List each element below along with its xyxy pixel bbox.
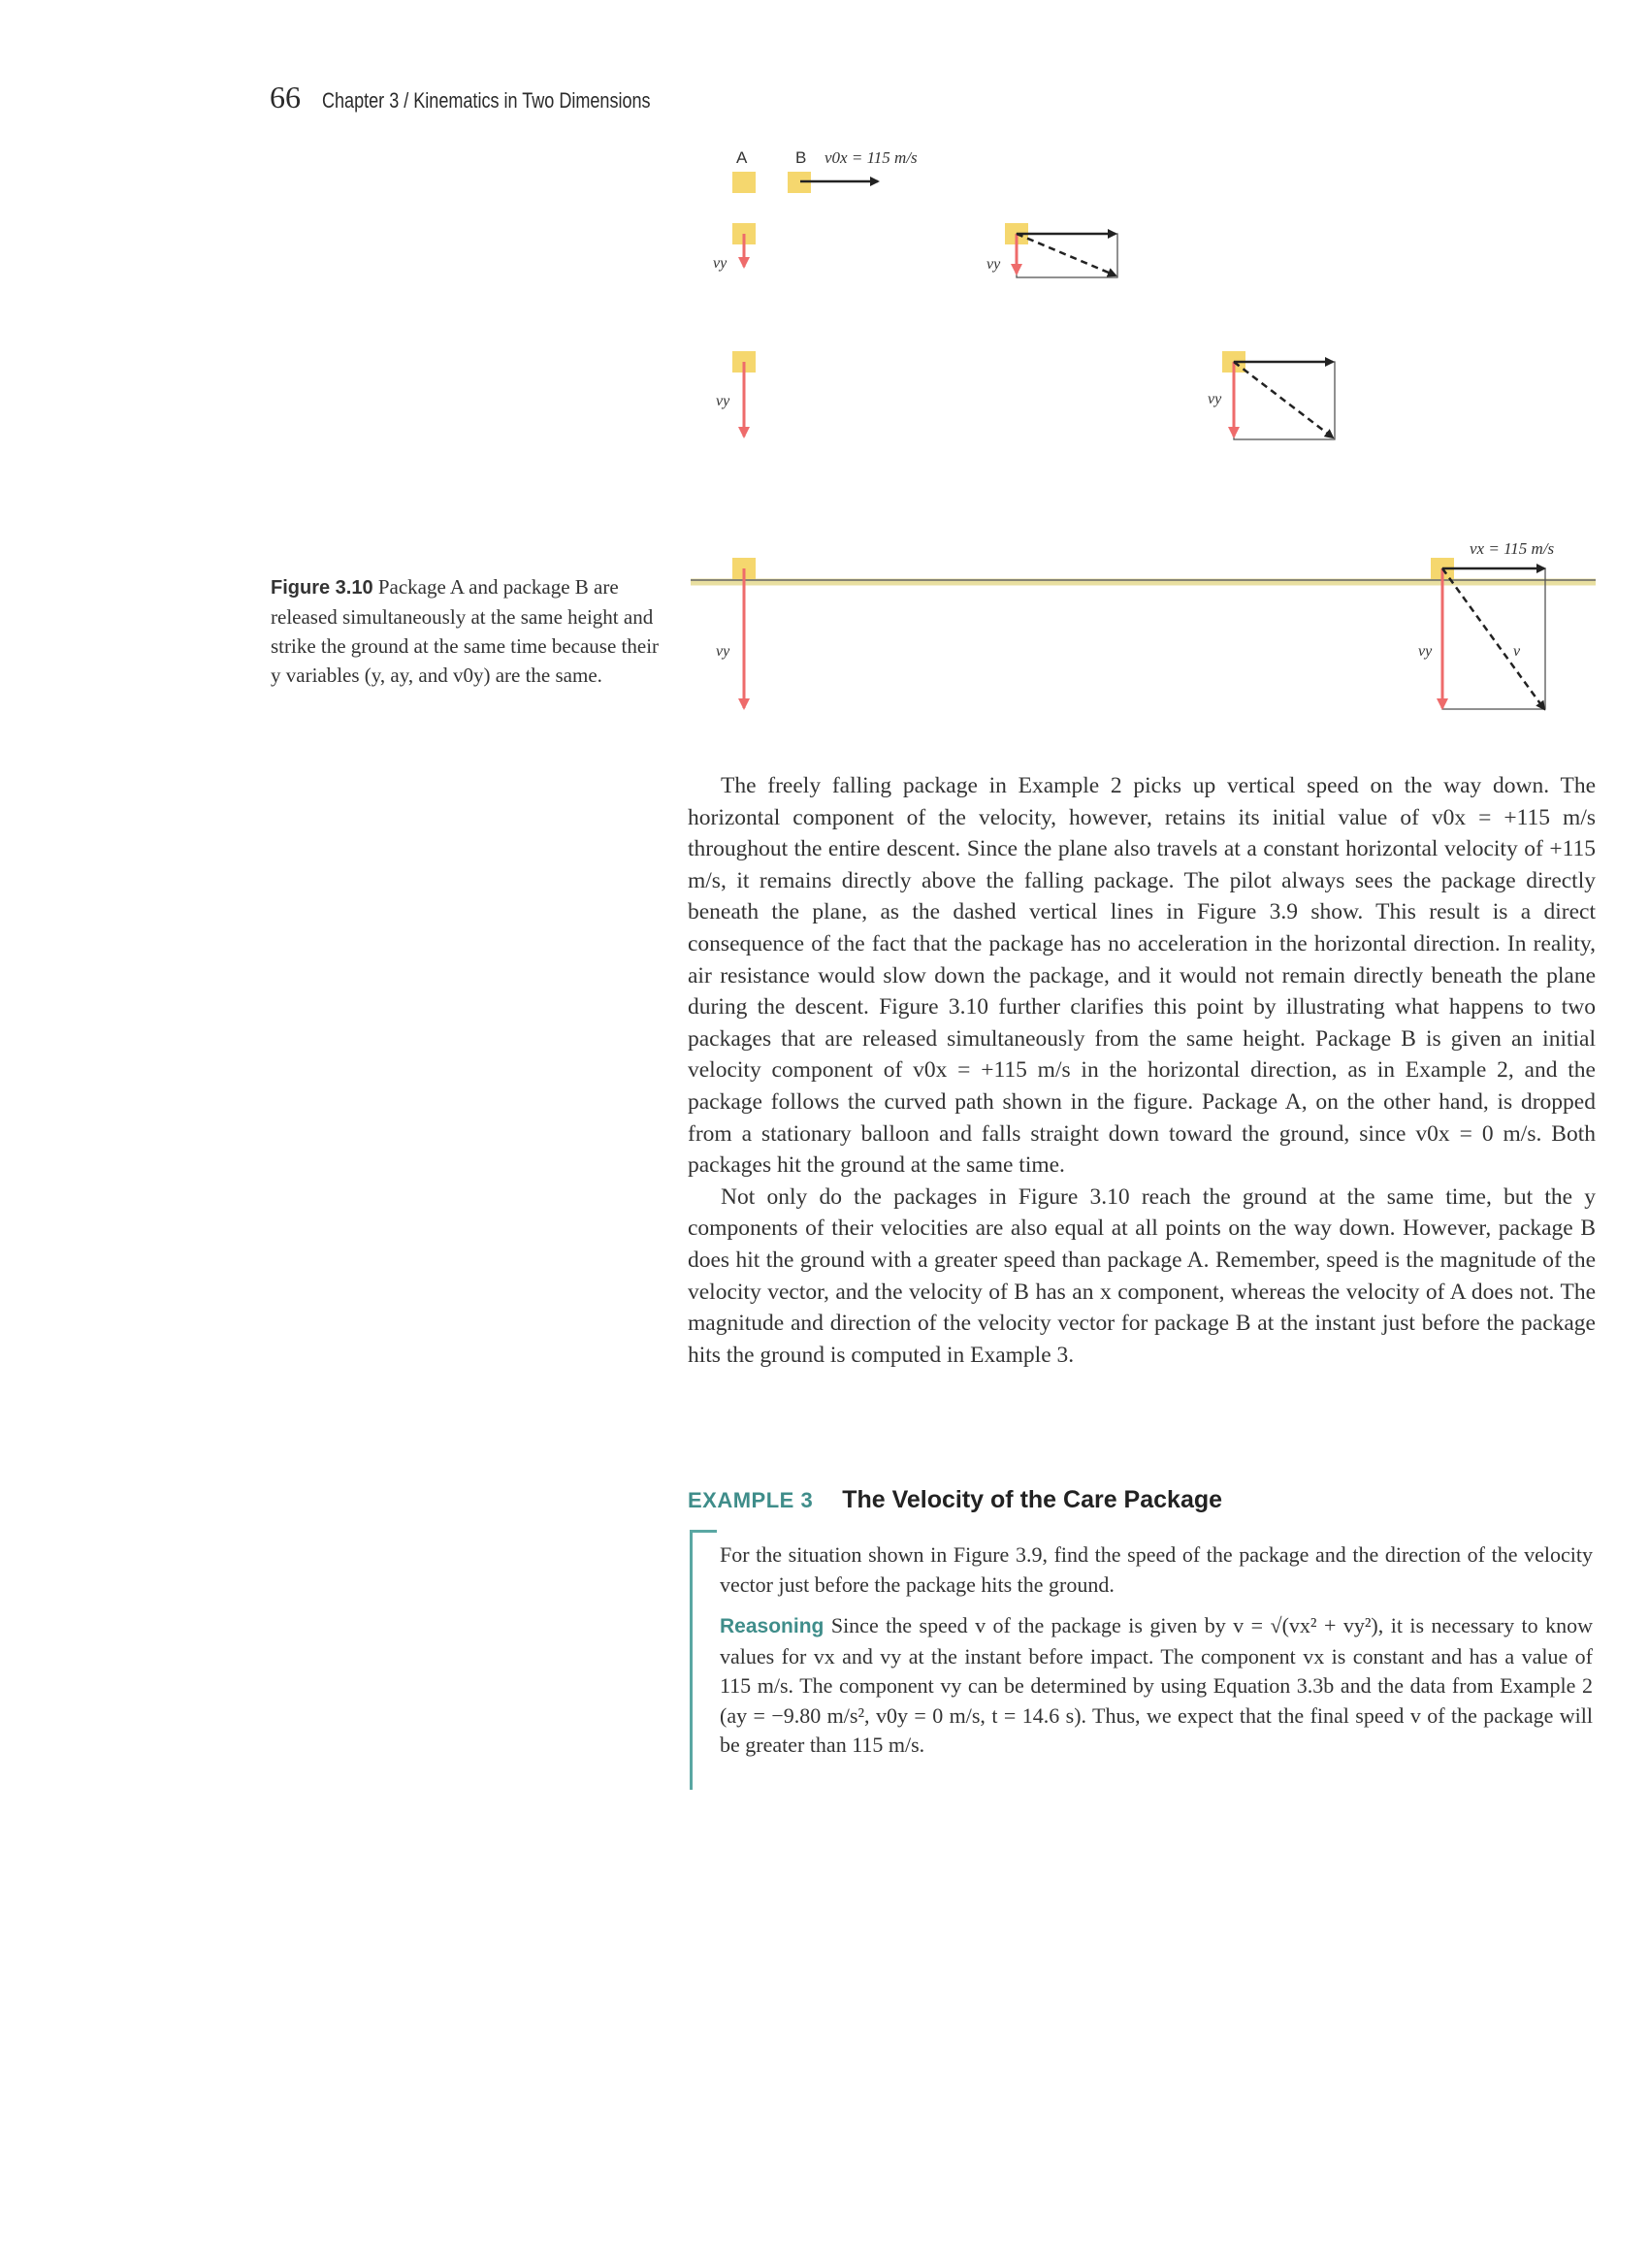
example-heading	[688, 1486, 1222, 1514]
example-reasoning	[720, 1611, 1593, 1761]
vy-label: vy	[716, 393, 730, 409]
package-a	[732, 172, 756, 193]
v0x-label: v0x = 115 m/s	[824, 148, 918, 167]
vy-label: vy	[716, 643, 730, 660]
example-rule-top	[690, 1530, 717, 1533]
vy-label: vy	[713, 255, 728, 272]
caption-label: Figure 3.10	[271, 577, 373, 599]
caption-text: Package A and package B are released simultaneously at the same height and strike the ground at the same time because their y variables (y, ay, and v0y) are the same.	[271, 575, 660, 687]
figure-caption	[271, 572, 664, 690]
vy-label: vy	[1418, 643, 1433, 660]
figure-3-10	[0, 0, 1649, 737]
vy-label: vy	[986, 256, 1001, 273]
reasoning-text: Since the speed v of the package is given by v = √(vx² + vy²), it is necessary to know values for vx and vy at the instant before impact. The component vx is constant and has a value of 115 m/s. The component vy can be determined by using Equation 3.3b and the data from Example 2 (ay = −9.80 m/s², v0y = 0 m/s, t = 14.6 s). Thus, we expect that the final speed v of the package will be greater than 115 m/s.	[720, 1613, 1594, 1757]
vx-label: vx = 115 m/s	[1470, 539, 1555, 558]
v-label: v	[1513, 643, 1521, 660]
vy-label: vy	[1208, 391, 1222, 407]
v-arrow	[1017, 234, 1116, 275]
example-body	[720, 1540, 1593, 1772]
chapter-title: Chapter 3 / Kinematics in Two Dimensions	[322, 88, 651, 113]
page-number: 66	[270, 80, 301, 114]
body-text	[688, 770, 1596, 1371]
paragraph: Not only do the packages in Figure 3.10 reach the ground at the same time, but the y components of their velocities are also equal at all points on the way down. However, package B does hit the ground with a greater speed than package A. Remember, speed is the magnitude of the velocity vector, and the velocity of B has an x component, whereas the velocity of A does not. The magnitude and direction of the velocity vector for package B at the instant just before the package hits the ground is computed in Example 3.	[688, 1183, 1596, 1368]
label-b: B	[795, 148, 807, 167]
v-arrow	[1442, 568, 1544, 709]
reasoning-label: Reasoning	[720, 1615, 824, 1637]
example-title: The Velocity of the Care Package	[842, 1486, 1223, 1513]
v-arrow	[1234, 362, 1333, 437]
example-problem: For the situation shown in Figure 3.9, find the speed of the package and the direction of the velocity vector just before the package hits the ground.	[720, 1542, 1593, 1597]
example-label: EXAMPLE 3	[688, 1488, 814, 1512]
label-a: A	[736, 148, 748, 167]
paragraph: The freely falling package in Example 2 picks up vertical speed on the way down. The horizontal component of the velocity, however, retains its initial value of v0x = +115 m/s throughout the entire descent. Since the plane also travels at a constant horizontal velocity of +115 m/s, it remains directly above the falling package. The pilot always sees the package directly beneath the plane, as the dashed vertical lines in Figure 3.9 show. This result is a direct consequence of the fact that the package has no acceleration in the horizontal direction. In reality, air resistance would slow down the package, and it would not remain directly beneath the plane during the descent. Figure 3.10 further clarifies this point by illustrating what happens to two packages that are released simultaneously from the same height. Package B is given an initial velocity component of v0x = +115 m/s in the horizontal direction, as in Example 2, and the package follows the curved path shown in the figure. Package A, on the other hand, is dropped from a stationary balloon and falls straight down toward the ground, since v0x = 0 m/s. Both packages hit the ground at the same time.	[688, 773, 1596, 1179]
example-rule	[690, 1530, 693, 1790]
